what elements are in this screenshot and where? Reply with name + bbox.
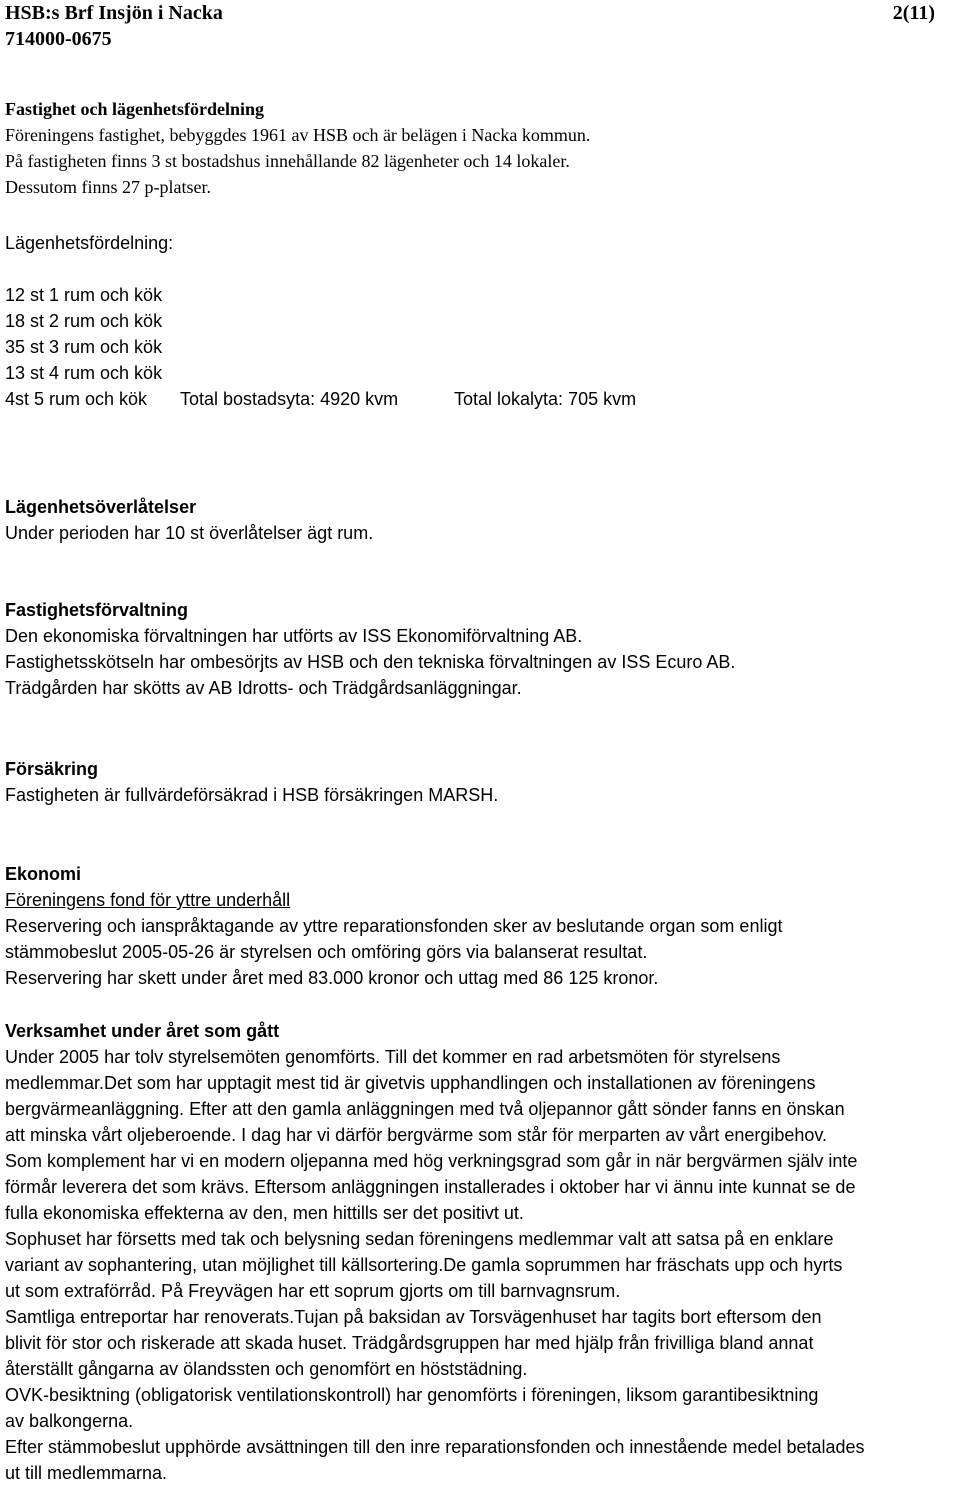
text-line: Trädgården har skötts av AB Idrotts- och Trädgårdsanläggningar. bbox=[5, 678, 522, 698]
section-fordelning bbox=[5, 230, 955, 412]
subheading-fond: Föreningens fond för yttre underhåll bbox=[5, 890, 291, 910]
section-verksamhet bbox=[5, 1018, 955, 1486]
text-line: På fastigheten finns 3 st bostadshus innehållande 82 lägenheter och 14 lokaler. bbox=[5, 151, 570, 171]
total-lokalyta: Total lokalyta: 705 kvm bbox=[454, 389, 637, 409]
text-line: Reservering och ianspråktagande av yttre reparationsfonden sker av beslutande organ som enligt bbox=[5, 916, 783, 936]
text-line: Sophuset har försetts med tak och belysning sedan föreningens medlemmar valt att satsa på en enklare bbox=[5, 1229, 834, 1249]
text-line: av balkongerna. bbox=[5, 1411, 134, 1431]
heading-forsakring: Försäkring bbox=[5, 759, 99, 779]
text-line: Som komplement har vi en modern oljepanna med hög verkningsgrad som går in när bergvärmen själv inte bbox=[5, 1151, 858, 1171]
list-item: 13 st 4 rum och kök bbox=[5, 363, 163, 383]
section-fastighet bbox=[5, 96, 955, 200]
page-number: 2(11) bbox=[892, 2, 935, 24]
heading-fastighet: Fastighet och lägenhetsfördelning bbox=[5, 99, 264, 119]
section-overlatelser bbox=[5, 494, 955, 546]
text-line: ut till medlemmarna. bbox=[5, 1463, 168, 1483]
heading-verksamhet: Verksamhet under året som gått bbox=[5, 1021, 280, 1041]
text-line: fulla ekonomiska effekterna av den, men hittills ser det positivt ut. bbox=[5, 1203, 524, 1223]
section-forsakring bbox=[5, 756, 955, 808]
heading-ekonomi: Ekonomi bbox=[5, 864, 82, 884]
text-line: OVK-besiktning (obligatorisk ventilationskontroll) har genomförts i föreningen, liksom garantibesiktning bbox=[5, 1385, 819, 1405]
text-line: Under 2005 har tolv styrelsemöten genomförts. Till det kommer en rad arbetsmöten för styrelsens bbox=[5, 1047, 781, 1067]
text-line: stämmobeslut 2005-05-26 är styrelsen och omföring görs via balanserat resultat. bbox=[5, 942, 648, 962]
text-line: att minska vårt oljeberoende. I dag har vi därför bergvärme som står för merparten av vårt energibehov. bbox=[5, 1125, 828, 1145]
text-line: Föreningens fastighet, bebyggdes 1961 av HSB och är belägen i Nacka kommun. bbox=[5, 125, 591, 145]
section-ekonomi bbox=[5, 861, 955, 991]
total-bostadsyta: Total bostadsyta: 4920 kvm bbox=[180, 389, 399, 409]
text-line: Under perioden har 10 st överlåtelser ägt rum. bbox=[5, 523, 374, 543]
text-line: Dessutom finns 27 p-platser. bbox=[5, 177, 211, 197]
text-line: ut som extraförråd. På Freyvägen har ett soprum gjorts om till barnvagnsrum. bbox=[5, 1281, 621, 1301]
text-line: blivit för stor och riskerade att skada huset. Trädgårdsgruppen har med hjälp från frivilliga bland annat bbox=[5, 1333, 814, 1353]
totals-row bbox=[5, 386, 955, 412]
text-line: medlemmar.Det som har upptagit mest tid är givetvis upphandlingen och installationen av föreningens bbox=[5, 1073, 816, 1093]
list-item: 18 st 2 rum och kök bbox=[5, 311, 163, 331]
text-line: variant av sophantering, utan möjlighet till källsortering.De gamla soprummen har fräschats upp och hyrts bbox=[5, 1255, 843, 1275]
section-forvaltning bbox=[5, 597, 955, 701]
heading-overlatelser: Lägenhetsöverlåtelser bbox=[5, 497, 197, 517]
list-item: 4st 5 rum och kök bbox=[5, 389, 148, 409]
text-line: återställt gångarna av ölandssten och genomfört en höststädning. bbox=[5, 1359, 528, 1379]
page-header bbox=[5, 0, 935, 52]
fordelning-label: Lägenhetsfördelning: bbox=[5, 233, 174, 253]
text-line: Fastighetsskötseln har ombesörjts av HSB och den tekniska förvaltningen av ISS Ecuro AB. bbox=[5, 652, 736, 672]
text-line: Fastigheten är fullvärdeförsäkrad i HSB försäkringen MARSH. bbox=[5, 785, 499, 805]
text-line: Reservering har skett under året med 83.000 kronor och uttag med 86 125 kronor. bbox=[5, 968, 659, 988]
org-name: HSB:s Brf Insjön i Nacka bbox=[5, 2, 223, 24]
list-item: 12 st 1 rum och kök bbox=[5, 285, 163, 305]
text-line: bergvärmeanläggning. Efter att den gamla anläggningen med två oljepannor gått sönder fanns en önskan bbox=[5, 1099, 845, 1119]
text-line: förmår leverera det som krävs. Eftersom anläggningen installerades i oktober har vi ännu inte kunnat se de bbox=[5, 1177, 856, 1197]
heading-forvaltning: Fastighetsförvaltning bbox=[5, 600, 189, 620]
text-line: Efter stämmobeslut upphörde avsättningen till den inre reparationsfonden och innestående medel betalades bbox=[5, 1437, 865, 1457]
text-line: Den ekonomiska förvaltningen har utförts av ISS Ekonomiförvaltning AB. bbox=[5, 626, 583, 646]
text-line: Samtliga entreportar har renoverats.Tujan på baksidan av Torsvägenhuset har tagits bort eftersom den bbox=[5, 1307, 822, 1327]
list-item: 35 st 3 rum och kök bbox=[5, 337, 163, 357]
org-number: 714000-0675 bbox=[5, 28, 112, 50]
